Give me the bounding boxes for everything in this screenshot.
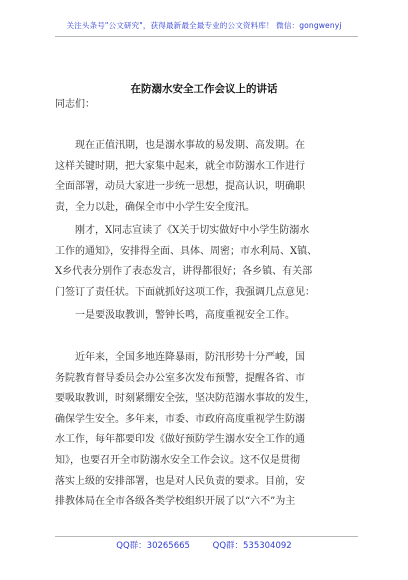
text-line: 排教体局在全市各级各类学校组织开展了以“六不”为主: [55, 496, 296, 508]
salutation-block: [55, 95, 355, 116]
header-promo-note: 关注头条号"公文研究"，获得最新最全最专业的公文资料库！ 微信：gongwenyj: [66, 21, 342, 30]
text-line: 务院教育督导委员会办公室多次发布预警，提醒各省、市: [55, 372, 305, 384]
footer-divider: [55, 536, 358, 537]
footer-contact: [0, 539, 408, 551]
text-line: 这样关键时期，把大家集中起来，就全市防溺水工作进行: [55, 160, 305, 172]
paragraph-2: [55, 221, 355, 303]
paragraph-3: [55, 306, 355, 327]
text-line: 全面部署，动员大家进一步统一思想，提高认识，明确职: [55, 181, 305, 193]
paragraph-4: [55, 348, 355, 513]
text-line: 责，全力以赴，确保全市中小学生安全度汛。: [55, 201, 255, 213]
text-line: 一是要汲取教训，警钟长鸣，高度重视安全工作。: [55, 310, 295, 321]
text-line: 落实上级的安排部署，也是对人民负责的要求。目前，安: [55, 475, 305, 487]
text-line: 现在正值汛期，也是溺水事故的易发期、高发期。在: [55, 140, 305, 151]
text-line: 要吸取教训，时刻紧绷安全弦，坚决防范溺水事故的发生，: [55, 393, 315, 405]
text-line: 近年来，全国多地连降暴雨，防汛形势十分严峻，国: [55, 352, 305, 363]
footer-qq-group-1: QQ群：30265665: [116, 541, 190, 551]
paragraph-1: [55, 136, 355, 218]
footer-qq-group-2: QQ群：535304092: [212, 541, 292, 551]
text-line: 门签订了责任状。下面就抓好这项工作，我强调几点意见：: [55, 286, 315, 298]
header-divider: [55, 36, 358, 37]
text-line: 知》，也要召开全市防溺水安全工作会议。这不仅是贯彻: [55, 454, 300, 466]
text-line: X乡代表分别作了表态发言，讲得都很好；各乡镇、有关部: [55, 266, 313, 278]
text-line: 工作的通知》，安排得全面、具体、周密；市水利局、X镇、: [55, 245, 318, 257]
salutation: 同志们：: [55, 99, 95, 110]
text-line: 水工作，每年都要印发《做好预防学生溺水安全工作的通: [55, 434, 305, 446]
text-line: 确保学生安全。多年来，市委、市政府高度重视学生防溺: [55, 413, 305, 425]
document-title: 在防溺水安全工作会议上的讲话: [130, 83, 278, 95]
text-line: 刚才，X同志宣读了《X关于切实做好中小学生防溺水: [55, 225, 310, 236]
